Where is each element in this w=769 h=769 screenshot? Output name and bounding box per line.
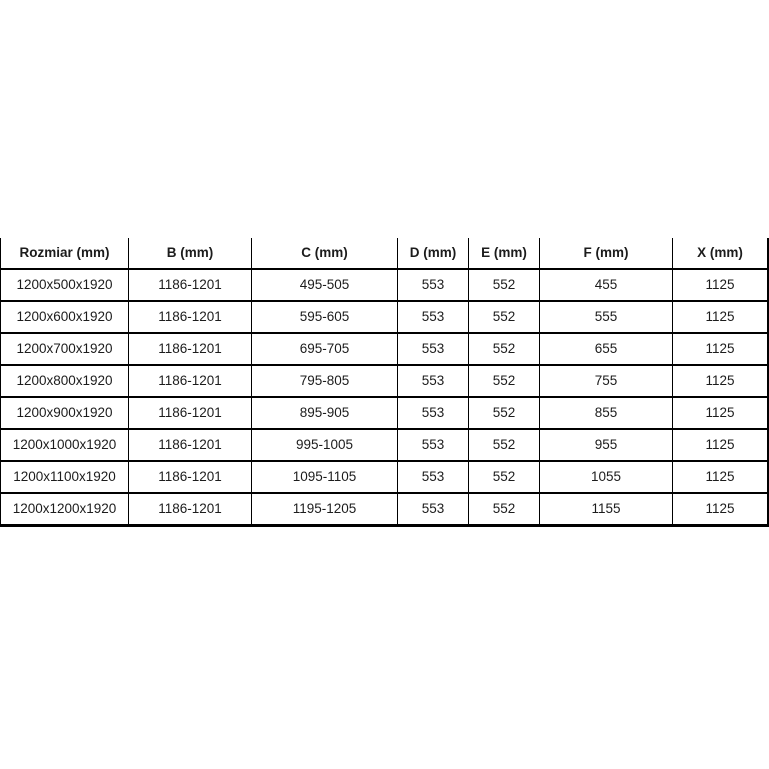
cell-x: 1125	[673, 365, 769, 397]
cell-x: 1125	[673, 461, 769, 493]
cell-c: 995-1005	[252, 429, 398, 461]
cell-c: 795-805	[252, 365, 398, 397]
cell-b: 1186-1201	[129, 397, 252, 429]
cell-e: 552	[469, 461, 540, 493]
cell-e: 552	[469, 269, 540, 301]
cell-x: 1125	[673, 493, 769, 526]
cell-rozmiar: 1200x500x1920	[1, 269, 129, 301]
cell-f: 455	[540, 269, 673, 301]
column-header-b: B (mm)	[129, 238, 252, 269]
dimensions-table	[0, 238, 769, 527]
cell-rozmiar: 1200x700x1920	[1, 333, 129, 365]
cell-e: 552	[469, 333, 540, 365]
cell-b: 1186-1201	[129, 269, 252, 301]
table-row	[1, 397, 769, 429]
cell-rozmiar: 1200x800x1920	[1, 365, 129, 397]
cell-d: 553	[398, 461, 469, 493]
cell-e: 552	[469, 301, 540, 333]
table-row	[1, 429, 769, 461]
column-header-x: X (mm)	[673, 238, 769, 269]
column-header-c: C (mm)	[252, 238, 398, 269]
column-header-f: F (mm)	[540, 238, 673, 269]
cell-f: 655	[540, 333, 673, 365]
cell-e: 552	[469, 365, 540, 397]
cell-x: 1125	[673, 429, 769, 461]
cell-c: 495-505	[252, 269, 398, 301]
cell-f: 1155	[540, 493, 673, 526]
cell-e: 552	[469, 397, 540, 429]
cell-b: 1186-1201	[129, 365, 252, 397]
cell-b: 1186-1201	[129, 429, 252, 461]
cell-c: 1095-1105	[252, 461, 398, 493]
table-row	[1, 365, 769, 397]
cell-rozmiar: 1200x1100x1920	[1, 461, 129, 493]
cell-d: 553	[398, 397, 469, 429]
column-header-e: E (mm)	[469, 238, 540, 269]
cell-f: 555	[540, 301, 673, 333]
cell-c: 595-605	[252, 301, 398, 333]
cell-x: 1125	[673, 397, 769, 429]
cell-d: 553	[398, 493, 469, 526]
cell-f: 955	[540, 429, 673, 461]
table-header-row	[1, 238, 769, 269]
column-header-rozmiar: Rozmiar (mm)	[1, 238, 129, 269]
cell-x: 1125	[673, 269, 769, 301]
cell-d: 553	[398, 429, 469, 461]
cell-e: 552	[469, 429, 540, 461]
cell-c: 895-905	[252, 397, 398, 429]
cell-e: 552	[469, 493, 540, 526]
table-row	[1, 461, 769, 493]
cell-c: 1195-1205	[252, 493, 398, 526]
cell-x: 1125	[673, 333, 769, 365]
table-row	[1, 333, 769, 365]
cell-f: 755	[540, 365, 673, 397]
cell-b: 1186-1201	[129, 333, 252, 365]
cell-b: 1186-1201	[129, 493, 252, 526]
cell-d: 553	[398, 333, 469, 365]
cell-f: 855	[540, 397, 673, 429]
cell-c: 695-705	[252, 333, 398, 365]
cell-d: 553	[398, 301, 469, 333]
table-row	[1, 493, 769, 526]
cell-d: 553	[398, 269, 469, 301]
column-header-d: D (mm)	[398, 238, 469, 269]
cell-b: 1186-1201	[129, 301, 252, 333]
cell-rozmiar: 1200x600x1920	[1, 301, 129, 333]
cell-rozmiar: 1200x1000x1920	[1, 429, 129, 461]
cell-d: 553	[398, 365, 469, 397]
cell-x: 1125	[673, 301, 769, 333]
table-row	[1, 301, 769, 333]
cell-rozmiar: 1200x1200x1920	[1, 493, 129, 526]
cell-rozmiar: 1200x900x1920	[1, 397, 129, 429]
table-row	[1, 269, 769, 301]
cell-b: 1186-1201	[129, 461, 252, 493]
cell-f: 1055	[540, 461, 673, 493]
